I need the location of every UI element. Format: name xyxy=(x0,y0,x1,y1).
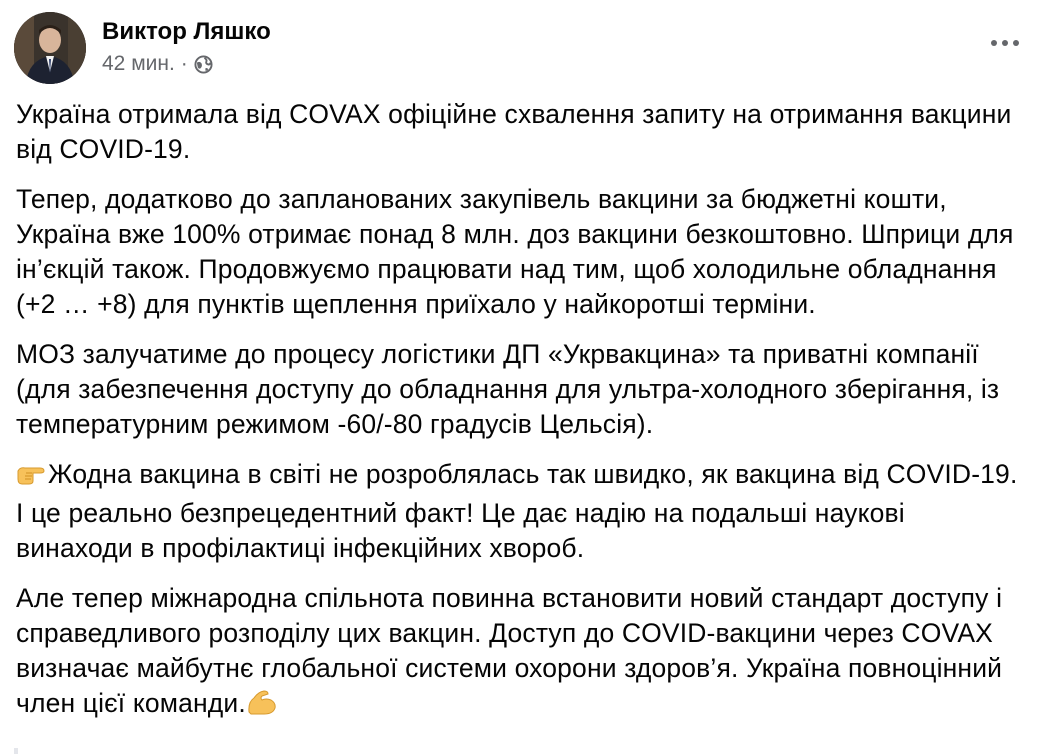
post-paragraph: Тепер, додатково до запланованих закупівель вакцини за бюджетні кошти, Україна вже 100% отримає понад 8 млн. доз вакцини безкоштовно. Шприци для ін’єкцій також. Продовжуємо працювати над тим, щоб холодильне обладнання (+2 … +8) для пунктів щеплення приїхало у найкоротші терміни. xyxy=(16,184,1014,319)
author-name[interactable]: Виктор Ляшко xyxy=(102,18,271,45)
post-paragraph: Україна отримала від COVAX офіційне схвалення запиту на отримання вакцини від COVID-19. xyxy=(16,99,1012,164)
post-meta xyxy=(102,52,213,76)
more-options-icon[interactable] xyxy=(982,28,1028,58)
post-paragraph-text: Але тепер міжнародна спільнота повинна встановити новий стандарт доступу і справедливого розподілу цих вакцин. Доступ до COVID-вакцини через COVAX визначає майбутнє глобальної системи охорони здоров’я. Україна повноцінний член цієї команди. xyxy=(16,583,1003,718)
pointing-right-emoji xyxy=(16,461,48,496)
author-avatar[interactable] xyxy=(14,12,86,84)
post-body xyxy=(16,97,1026,740)
more-dot xyxy=(1002,40,1008,46)
post-timestamp[interactable]: 42 мин. xyxy=(102,52,175,75)
avatar-photo xyxy=(14,12,86,84)
more-dot xyxy=(1013,40,1019,46)
more-dot xyxy=(991,40,997,46)
post-divider xyxy=(14,748,18,754)
flexed-biceps-emoji xyxy=(246,688,278,725)
post-paragraph-with-emoji xyxy=(16,581,1026,725)
globe-icon[interactable] xyxy=(194,55,213,74)
post-paragraph-text: Жодна вакцина в світі не розроблялась так швидко, як вакцина від COVID-19. І це реально безпрецедентний факт! Це дає надію на подальші наукові винаходи в профілактиці інфекційних хвороб. xyxy=(16,459,1018,563)
post-paragraph: МОЗ залучатиме до процесу логістики ДП «Укрвакцина» та приватні компанії (для забезпечення доступу до обладнання для ультра-холодного зберігання, із температурним режимом -60/-80 градусів Цельсія). xyxy=(16,339,1000,439)
post-paragraph-with-emoji xyxy=(16,457,1026,566)
post-header xyxy=(14,12,1028,84)
meta-separator: · xyxy=(180,52,188,75)
